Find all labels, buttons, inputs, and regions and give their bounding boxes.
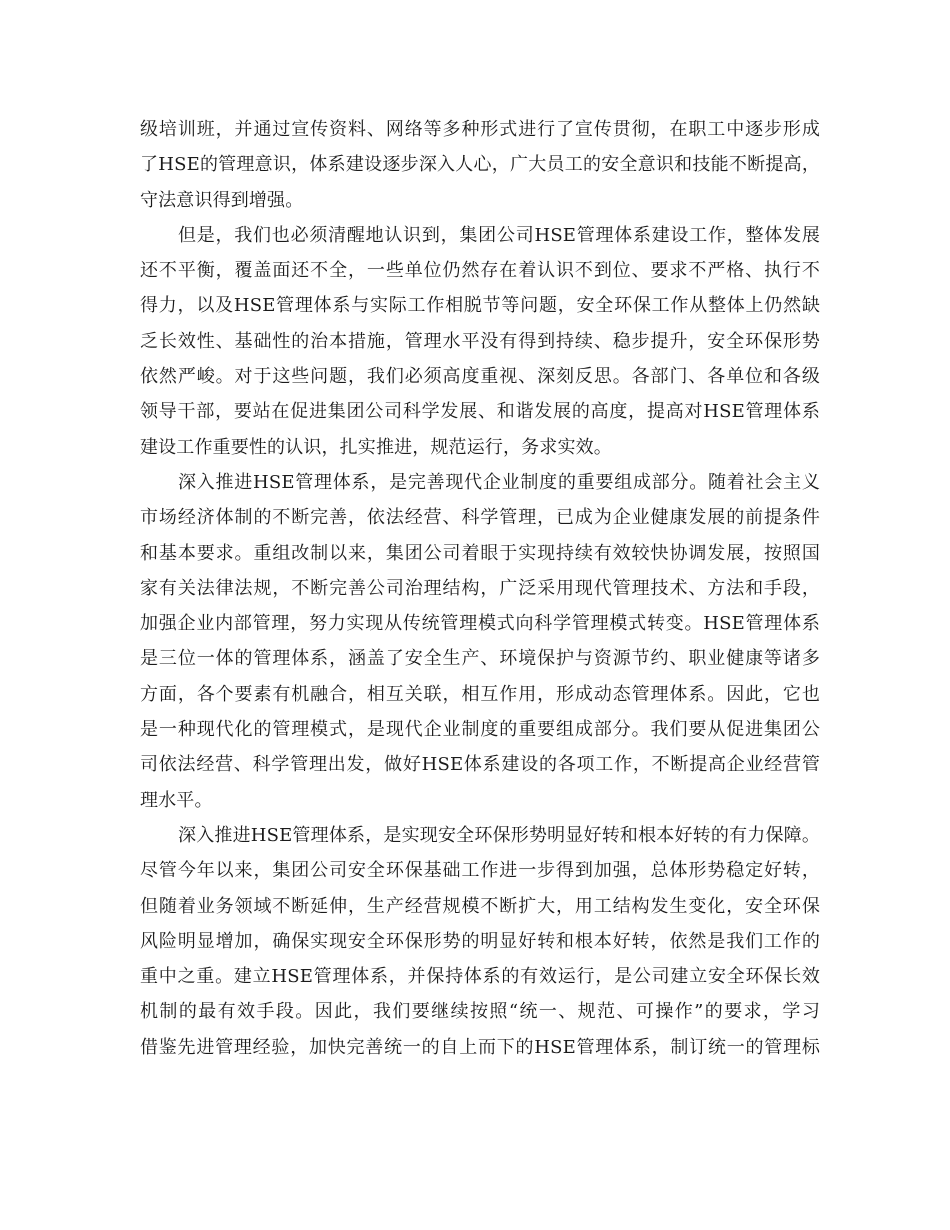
document-body [140, 112, 820, 1065]
paragraph-1 [140, 112, 820, 218]
text-line: 乏长效性、基础性的治本措施，管理水平没有得到持续、稳步提升，安全环保形势 [140, 330, 820, 352]
text-line: 建设工作重要性的认识，扎实推进，规范运行，务求实效。 [140, 436, 612, 458]
paragraph-4 [140, 818, 820, 1065]
text-line: 机制的最有效手段。因此，我们要继续按照“统一、规范、可操作”的要求，学习 [140, 1001, 820, 1023]
text-line: 方面，各个要素有机融合，相互关联，相互作用，形成动态管理体系。因此，它也 [140, 683, 820, 705]
text-line: 级培训班，并通过宣传资料、网络等多种形式进行了宣传贯彻，在职工中逐步形成 [140, 119, 820, 140]
text-line: 了HSE的管理意识，体系建设逐步深入人心，广大员工的安全意识和技能不断提高， [140, 154, 820, 176]
text-line: 风险明显增加，确保实现安全环保形势的明显好转和根本好转，依然是我们工作的 [140, 930, 820, 952]
paragraph-3 [140, 465, 820, 818]
text-line: 重中之重。建立HSE管理体系，并保持体系的有效运行，是公司建立安全环保长效 [140, 966, 820, 988]
text-line: 但随着业务领域不断延伸，生产经营规模不断扩大，用工结构发生变化，安全环保 [140, 895, 820, 917]
text-line: 守法意识得到增强。 [140, 189, 304, 211]
text-line: 和基本要求。重组改制以来，集团公司着眼于实现持续有效较快协调发展，按照国 [140, 542, 820, 564]
text-line: 市场经济体制的不断完善，依法经营、科学管理，已成为企业健康发展的前提条件 [140, 507, 820, 529]
text-line: 还不平衡，覆盖面还不全，一些单位仍然存在着认识不到位、要求不严格、执行不 [140, 260, 820, 282]
paragraph-2 [140, 218, 820, 465]
text-line: 深入推进HSE管理体系，是实现安全环保形势明显好转和根本好转的有力保障。 [178, 824, 820, 846]
text-line: 领导干部，要站在促进集团公司科学发展、和谐发展的高度，提高对HSE管理体系 [140, 401, 820, 423]
text-line: 理水平。 [140, 789, 213, 811]
text-line: 加强企业内部管理，努力实现从传统管理模式向科学管理模式转变。HSE管理体系 [140, 613, 820, 635]
text-line: 是三位一体的管理体系，涵盖了安全生产、环境保护与资源节约、职业健康等诸多 [140, 648, 820, 670]
text-line: 借鉴先进管理经验，加快完善统一的自上而下的HSE管理体系，制订统一的管理标 [140, 1036, 820, 1058]
text-line: 家有关法律法规，不断完善公司治理结构，广泛采用现代管理技术、方法和手段， [140, 577, 820, 599]
text-line: 尽管今年以来，集团公司安全环保基础工作进一步得到加强，总体形势稳定好转， [140, 860, 820, 882]
text-line: 司依法经营、科学管理出发，做好HSE体系建设的各项工作，不断提高企业经营管 [140, 754, 820, 776]
text-line: 深入推进HSE管理体系，是完善现代企业制度的重要组成部分。随着社会主义 [178, 471, 820, 493]
text-line: 但是，我们也必须清醒地认识到，集团公司HSE管理体系建设工作，整体发展 [178, 224, 820, 246]
text-line: 依然严峻。对于这些问题，我们必须高度重视、深刻反思。各部门、各单位和各级 [140, 366, 820, 388]
text-line: 是一种现代化的管理模式，是现代企业制度的重要组成部分。我们要从促进集团公 [140, 719, 820, 741]
text-line: 得力，以及HSE管理体系与实际工作相脱节等问题，安全环保工作从整体上仍然缺 [140, 295, 820, 317]
